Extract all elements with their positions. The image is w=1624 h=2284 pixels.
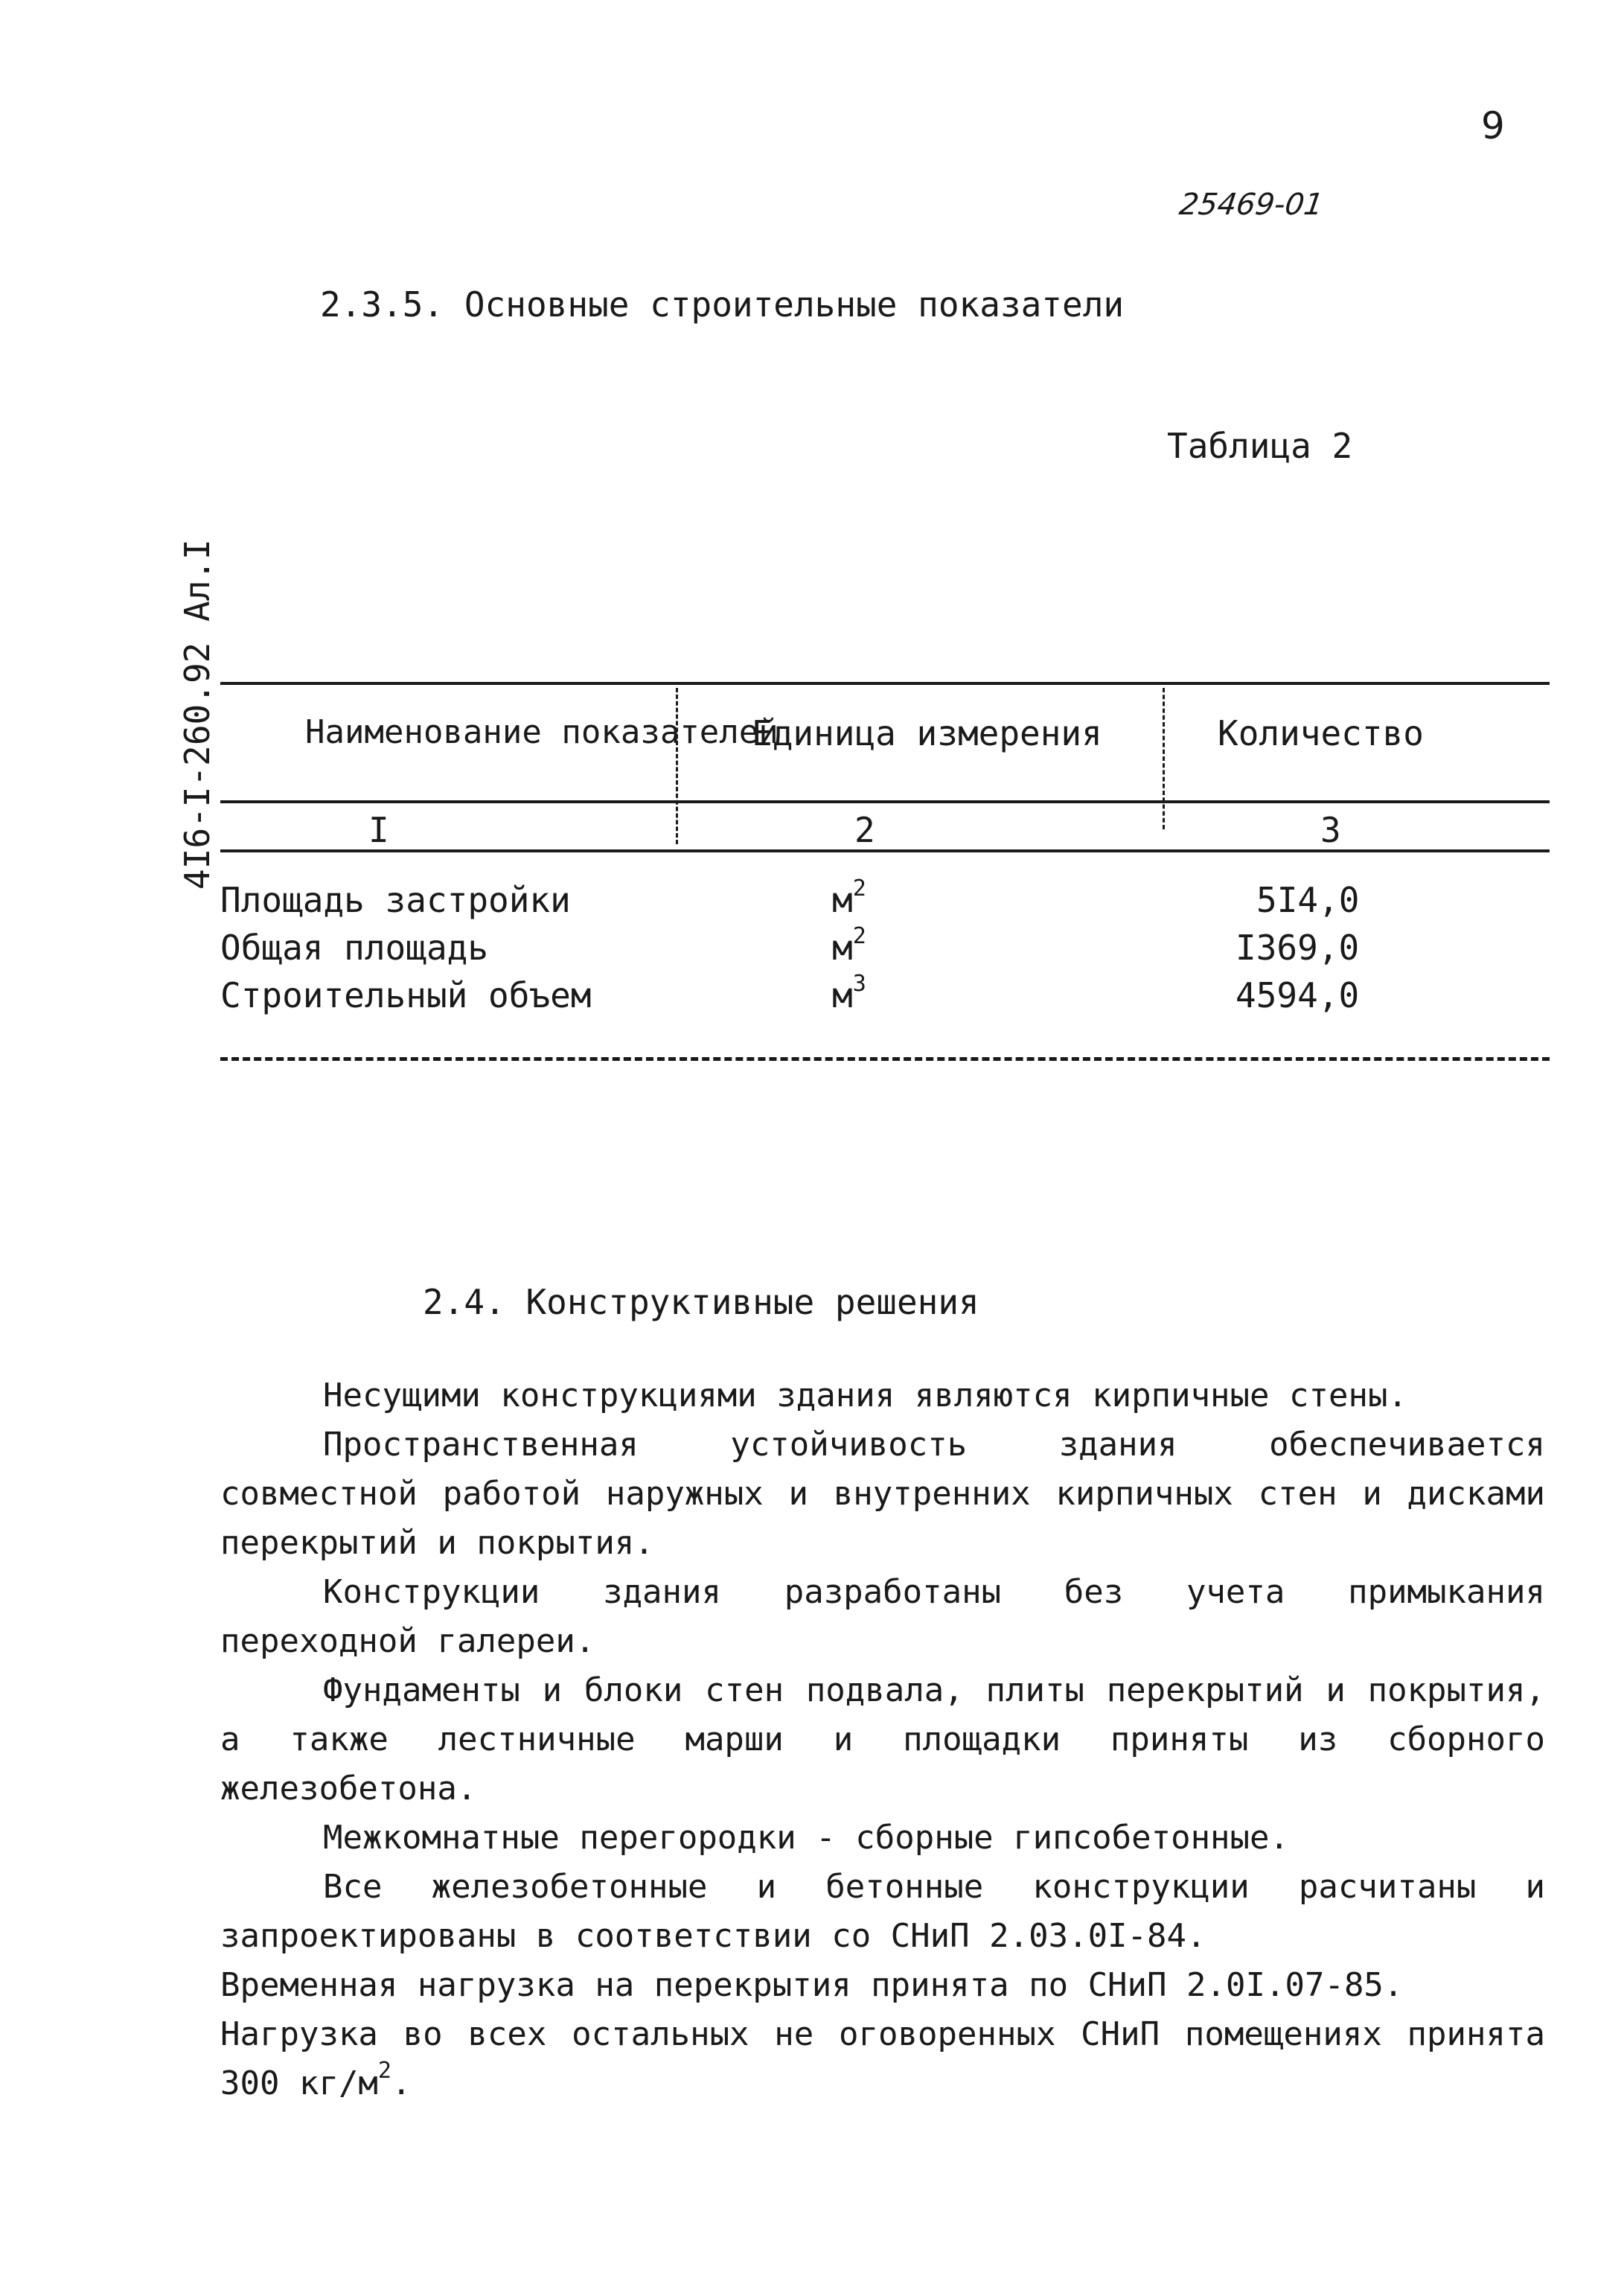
paragraph: Пространственная устойчивость здания обеспечивается совместной работой наружных и внутренних кирпичных стен и дисками перекрытий и покрытия. (220, 1426, 1545, 1562)
column-number-1: I (368, 810, 389, 850)
paragraph: Конструкции здания разработаны без учета примыкания переходной галереи. (220, 1573, 1545, 1660)
paragraph: Все железобетонные и бетонные конструкции расчитаны и запроектированы в соответствии со СНиП 2.03.0I-84. (220, 1868, 1545, 1955)
document-code: 25469-01 (1177, 188, 1326, 222)
table-bottom-dashed-rule (220, 1057, 1550, 1061)
table-caption: Таблица 2 (1167, 426, 1353, 466)
row-value: 4594,0 (1235, 975, 1360, 1015)
paragraph: Временная нагрузка на перекрытия принята по СНиП 2.0I.07-85. (220, 1966, 1404, 2004)
header-unit: Единица измерения (752, 713, 1102, 753)
section-title-2-4: 2.4. Конструктивные решения (423, 1282, 979, 1322)
table-top-rule (220, 682, 1550, 685)
row-unit: $м^3$ (832, 971, 866, 1015)
row-unit: $м^2$ (832, 923, 866, 968)
column-number-3: 3 (1320, 810, 1341, 850)
paragraph: Межкомнатные перегородки - сборные гипсобетонные. (323, 1819, 1290, 1857)
header-mid-rule (220, 800, 1550, 803)
section-body (220, 1371, 1545, 2108)
column-separator (676, 688, 678, 844)
row-value: I369,0 (1235, 928, 1360, 968)
section-title-2-3-5: 2.3.5. Основные строительные показатели (320, 284, 1125, 325)
header-quantity: Количество (1218, 713, 1424, 753)
row-value: 5I4,0 (1256, 880, 1360, 920)
header-bottom-rule (220, 849, 1550, 852)
row-unit: $м^2$ (832, 875, 866, 920)
row-name: Общая площадь (220, 928, 489, 968)
row-name: Строительный объем (220, 975, 592, 1015)
row-name: Площадь застройки (220, 880, 571, 920)
side-label: 4I6-I-260.92 Ал.I (177, 539, 217, 890)
paragraph: Фундаменты и блоки стен подвала, плиты перекрытий и покрытия, а также лестничные марши и площадки приняты из сборного железобетона. (220, 1671, 1545, 1808)
column-number-2: 2 (854, 810, 875, 850)
paragraph: Нагрузка во всех остальных не оговоренных СНиП помещениях принята 300 $кг/м^2$. (220, 2015, 1545, 2102)
header-name: Наименование показателей (305, 713, 779, 751)
page-number: 9 (1481, 104, 1505, 147)
column-separator (1163, 688, 1165, 829)
paragraph: Несущими конструкциями здания являются кирпичные стены. (323, 1377, 1407, 1414)
